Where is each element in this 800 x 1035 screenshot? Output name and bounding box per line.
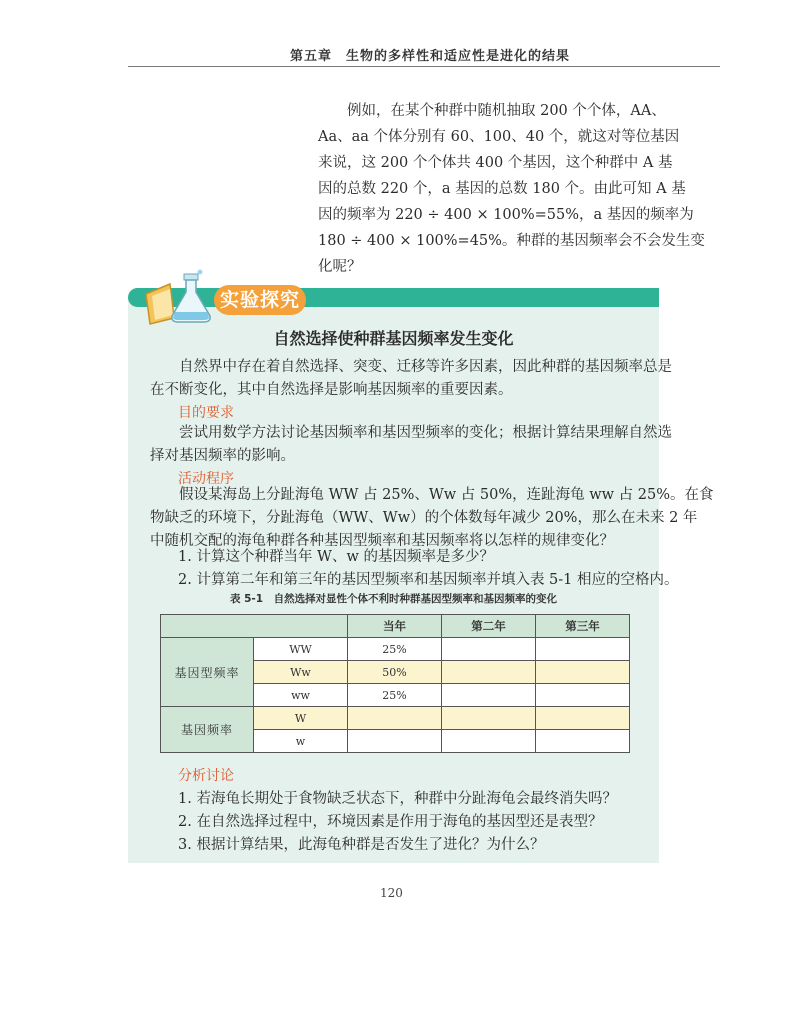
step-item: 1. 计算这个种群当年 W、w 的基因频率是多少？ xyxy=(178,549,494,565)
table-cell xyxy=(536,707,630,730)
procedure-heading: 活动程序 xyxy=(178,471,234,487)
text-line: 例如，在某个种群中随机抽取 200 个个体，AA、 xyxy=(347,103,666,119)
genotype-label: ww xyxy=(254,684,348,707)
table-cell xyxy=(536,661,630,684)
table-caption: 表 5-1 自然选择对显性个体不利时种群基因型频率和基因频率的变化 xyxy=(229,593,558,605)
discussion-question: 1. 若海龟长期处于食物缺乏状态下，种群中分趾海龟会最终消失吗？ xyxy=(178,791,617,807)
table-cell xyxy=(348,730,442,753)
table-cell xyxy=(442,707,536,730)
text-line: 择对基因频率的影响。 xyxy=(150,448,295,464)
flask-and-book-icon xyxy=(140,268,220,326)
row-group-label: 基因型频率 xyxy=(161,638,254,707)
text-line: 物缺乏的环境下，分趾海龟（WW、Ww）的个体数每年减少 20%，那么在未来 2 年 xyxy=(150,510,698,526)
page-number: 120 xyxy=(380,886,403,900)
table-cell: 25% xyxy=(348,638,442,661)
discussion-question: 3. 根据计算结果，此海龟种群是否发生了进化？为什么？ xyxy=(178,837,545,853)
experiment-title: 自然选择使种群基因频率发生变化 xyxy=(273,329,514,348)
table-row xyxy=(161,707,630,730)
text-line: 因的频率为 220 ÷ 400 × 100%=55%，a 基因的频率为 xyxy=(318,207,694,223)
table-cell xyxy=(536,730,630,753)
genotype-label: WW xyxy=(254,638,348,661)
row-group-label: 基因频率 xyxy=(161,707,254,753)
text-line: 来说，这 200 个个体共 400 个基因，这个种群中 A 基 xyxy=(318,155,673,171)
table-cell: 50% xyxy=(348,661,442,684)
experiment-intro xyxy=(150,356,672,402)
chapter-header xyxy=(128,44,720,67)
allele-label: W xyxy=(254,707,348,730)
intro-text xyxy=(318,98,668,124)
intro-paragraph xyxy=(318,98,705,280)
column-header: 当年 xyxy=(348,615,442,638)
experiment-label-badge: 实验探究 xyxy=(214,285,306,315)
text-line: Aa、aa 个体分别有 60、100、40 个，就这对等位基因 xyxy=(318,129,680,145)
table-corner-cell xyxy=(161,615,348,638)
purpose-text xyxy=(150,422,672,468)
analysis-heading: 分析讨论 xyxy=(178,768,234,784)
table-cell xyxy=(348,707,442,730)
table-cell: 25% xyxy=(348,684,442,707)
table-cell xyxy=(442,684,536,707)
table-cell xyxy=(442,661,536,684)
purpose-heading: 目的要求 xyxy=(178,405,234,421)
table-cell xyxy=(536,638,630,661)
text-line: 化呢？ xyxy=(318,259,362,275)
step-item: 2. 计算第二年和第三年的基因型频率和基因频率并填入表 5-1 相应的空格内。 xyxy=(178,572,679,588)
procedure-text xyxy=(150,484,714,553)
column-header: 第三年 xyxy=(536,615,630,638)
table-cell xyxy=(442,730,536,753)
table-cell xyxy=(442,638,536,661)
text-line: 中随机交配的海龟种群各种基因型频率和基因频率将以怎样的规律变化？ xyxy=(150,533,614,549)
column-header: 第二年 xyxy=(442,615,536,638)
genotype-label: Ww xyxy=(254,661,348,684)
text-line: 因的总数 220 个，a 基因的总数 180 个。由此可知 A 基 xyxy=(318,181,686,197)
frequency-table xyxy=(160,614,630,753)
discussion-question: 2. 在自然选择过程中，环境因素是作用于海龟的基因型还是表型？ xyxy=(178,814,603,830)
text-line: 在不断变化，其中自然选择是影响基因频率的重要因素。 xyxy=(150,382,513,398)
text-line: 尝试用数学方法讨论基因频率和基因型频率的变化；根据计算结果理解自然选 xyxy=(179,425,672,441)
table-row xyxy=(161,638,630,661)
text-line: 180 ÷ 400 × 100%=45%。种群的基因频率会不会发生变 xyxy=(318,233,705,249)
table-cell xyxy=(536,684,630,707)
text-line: 自然界中存在着自然选择、突变、迁移等许多因素，因此种群的基因频率总是 xyxy=(179,359,672,375)
allele-label: w xyxy=(254,730,348,753)
text-line: 假设某海岛上分趾海龟 WW 占 25%、Ww 占 50%，连趾海龟 ww 占 25%。在食 xyxy=(179,487,714,503)
table-header-row xyxy=(161,615,630,638)
chapter-title: 第五章 生物的多样性和适应性是进化的结果 xyxy=(290,49,571,64)
